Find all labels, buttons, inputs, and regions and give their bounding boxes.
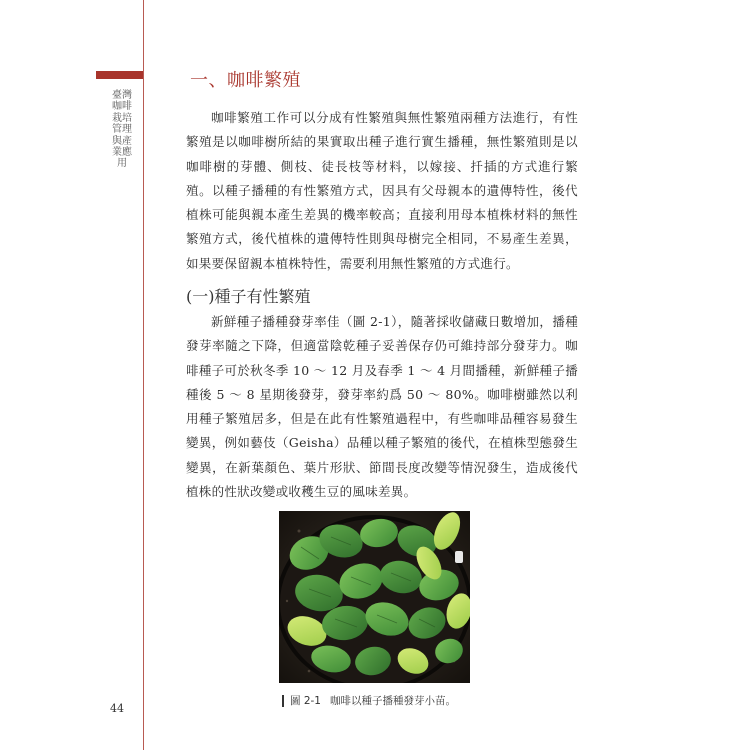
margin-divider bbox=[143, 0, 144, 750]
subsection-title: (一)種子有性繁殖 bbox=[186, 287, 311, 306]
body-paragraph: 新鮮種子播種發芽率佳（圖 2-1），隨著採收儲藏日數增加，播種發芽率隨之下降，但適當陰乾種子妥善保存仍可維持部分發芽力。咖啡種子可於秋冬季 10 ～ 12 月及春季 1 ～ 4 月間播種，新鮮種子播種後 5 ～ 8 星期後發芽，發芽率約爲 50 ～ 80%。咖啡樹雖然以利用種子繁殖居多，但是在此有性繁殖過程中，有些咖啡品種容易發生變異，例如藝伎（Geisha）品種以種子繁殖的後代，在植株型態發生變異，在新葉顏色、葉片形狀、節間長度改變等情況發生，造成後代植株的性狀改變或收穫生豆的風味差異。 bbox=[186, 314, 578, 500]
figure-caption bbox=[282, 693, 456, 708]
running-book-title: 臺灣咖啡栽培管理與產業應用 bbox=[112, 90, 132, 170]
coffee-seedling-photo bbox=[279, 511, 470, 683]
intro-paragraph: 咖啡繁殖工作可以分成有性繁殖與無性繁殖兩種方法進行，有性繁殖是以咖啡樹所結的果實取出種子進行實生播種，無性繁殖則是以咖啡樹的芽體、側枝、徒長枝等材料，以嫁接、扦插的方式進行繁殖。以種子播種的有性繁殖方式，因具有父母親本的遺傳特性，後代植株可能與親本產生差異的機率較高；直接利用母本植株材料的無性繁殖方式，後代植株的遺傳特性則與母樹完全相同，不易產生差異，如果要保留親本植株特性，需要利用無性繁殖的方式進行。 bbox=[186, 110, 578, 271]
caption-marker bbox=[282, 695, 284, 707]
chapter-marker bbox=[96, 71, 143, 79]
section-title: 一、咖啡繁殖 bbox=[190, 70, 301, 91]
seedling-illustration bbox=[279, 511, 470, 683]
figure-label: 圖 2-1 bbox=[290, 695, 321, 707]
page-number: 44 bbox=[110, 702, 124, 715]
figure-caption-text: 咖啡以種子播種發芽小苗。 bbox=[330, 695, 456, 707]
